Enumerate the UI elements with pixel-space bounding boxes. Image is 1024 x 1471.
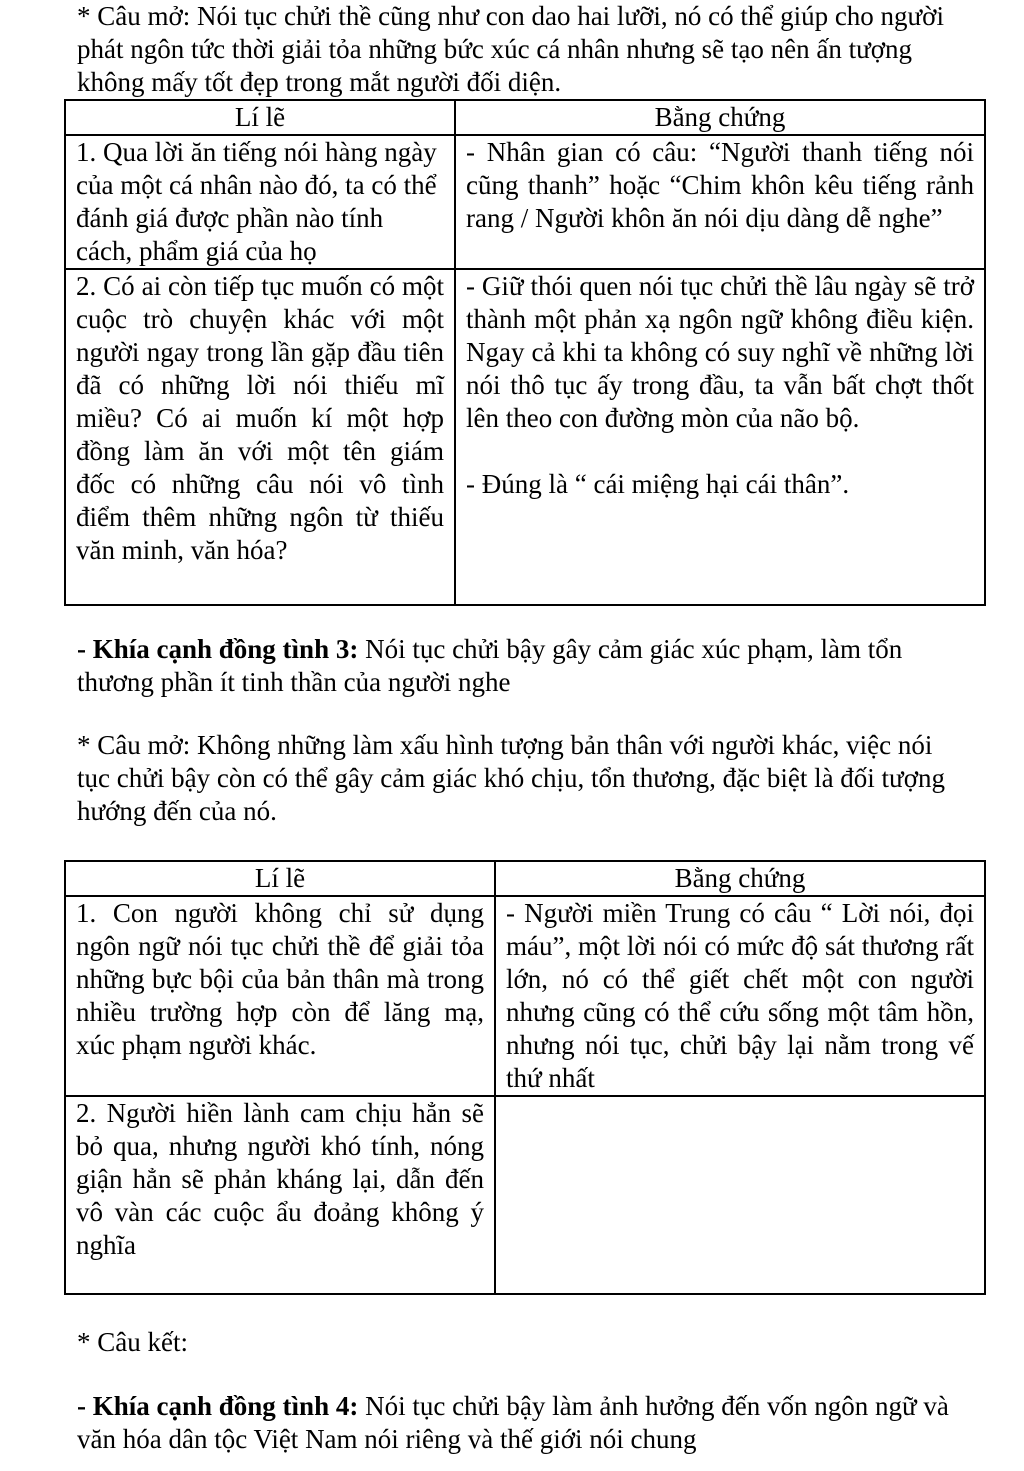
reason-cell: 2. Người hiền lành cam chịu hẳn sẽ bỏ qua, nhưng người khó tính, nóng giận hẳn sẽ phản kháng lại, dẫn đến vô vàn các cuộc ẩu đoảng không ý nghĩa — [65, 1096, 495, 1294]
header-reason: Lí lẽ — [65, 861, 495, 896]
aspect-3-label: - Khía cạnh đồng tình 3: — [77, 634, 359, 664]
aspect-3-paragraph — [77, 633, 977, 699]
evidence-text-quote: - Đúng là “ cái miệng hại cái thân”. — [466, 469, 850, 499]
arguments-table-1 — [64, 99, 986, 606]
aspect-4-text: Nói tục chửi bậy làm ảnh hưởng đến vốn ngôn ngữ và văn hóa dân tộc Việt Nam nói riêng và thế giới nói chung — [77, 1391, 949, 1454]
aspect-4-label: - Khía cạnh đồng tình 4: — [77, 1391, 359, 1421]
evidence-cell-empty — [495, 1096, 985, 1294]
table-row — [65, 135, 985, 269]
intro-paragraph: * Câu mở: Nói tục chửi thề cũng như con dao hai lưỡi, nó có thể giúp cho người phát ngôn tức thời giải tỏa những bức xúc cá nhân nhưng sẽ tạo nên ấn tượng không mấy tốt đẹp trong mắt người đối diện. — [77, 1, 944, 97]
header-evidence: Bằng chứng — [455, 100, 985, 135]
table-row — [65, 269, 985, 605]
reason-cell: 1. Con người không chỉ sử dụng ngôn ngữ nói tục chửi thề để giải tỏa những bực bội của bản thân mà trong nhiều trường hợp còn để lăng mạ, xúc phạm người khác. — [65, 896, 495, 1096]
aspect-4-paragraph — [77, 1390, 957, 1456]
evidence-cell: - Người miền Trung có câu “ Lời nói, đọi máu”, một lời nói có mức độ sát thương rất lớn, nó có thể giết chết một con người nhưng cũng có thể cứu sống một tâm hồn, nhưng nói tục, chửi bậy lại nằm trong vế thứ nhất — [495, 896, 985, 1096]
closing-paragraph: * Câu kết: — [77, 1327, 188, 1357]
evidence-cell — [455, 269, 985, 605]
intro-3-paragraph: * Câu mở: Không những làm xấu hình tượng bản thân với người khác, việc nói tục chửi bậy còn có thể gây cảm giác khó chịu, tổn thương, đặc biệt là đối tượng hướng đến của nó. — [77, 730, 945, 826]
reason-cell: 1. Qua lời ăn tiếng nói hàng ngày của một cá nhân nào đó, ta có thể đánh giá được phần nào tính cách, phẩm giá của họ — [65, 135, 455, 269]
evidence-text: - Giữ thói quen nói tục chửi thề lâu ngày sẽ trở thành một phản xạ ngôn ngữ không điều kiện. Ngay cả khi ta không có suy nghĩ về những lời nói thô tục ấy trong đầu, ta vẫn bất chợt thốt lên theo con đường mòn của não bộ. — [466, 271, 974, 433]
table-header-row — [65, 861, 985, 896]
table-header-row — [65, 100, 985, 135]
header-evidence: Bằng chứng — [495, 861, 985, 896]
reason-cell: 2. Có ai còn tiếp tục muốn có một cuộc trò chuyện khác với một người ngay trong lần gặp đầu tiên đã có những lời nói thiếu mĩ miều? Có ai muốn kí một hợp đồng làm ăn với một tên giám đốc có những câu nói vô tình điểm thêm những ngôn từ thiếu văn minh, văn hóa? — [65, 269, 455, 605]
header-reason: Lí lẽ — [65, 100, 455, 135]
table-row — [65, 896, 985, 1096]
table-row — [65, 1096, 985, 1294]
aspect-3-text: Nói tục chửi bậy gây cảm giác xúc phạm, làm tổn thương phần ít tinh thần của người nghe — [77, 634, 903, 697]
evidence-cell: - Nhân gian có câu: “Người thanh tiếng nói cũng thanh” hoặc “Chim khôn kêu tiếng rảnh rang / Người khôn ăn nói dịu dàng dễ nghe” — [455, 135, 985, 269]
arguments-table-2 — [64, 860, 986, 1295]
